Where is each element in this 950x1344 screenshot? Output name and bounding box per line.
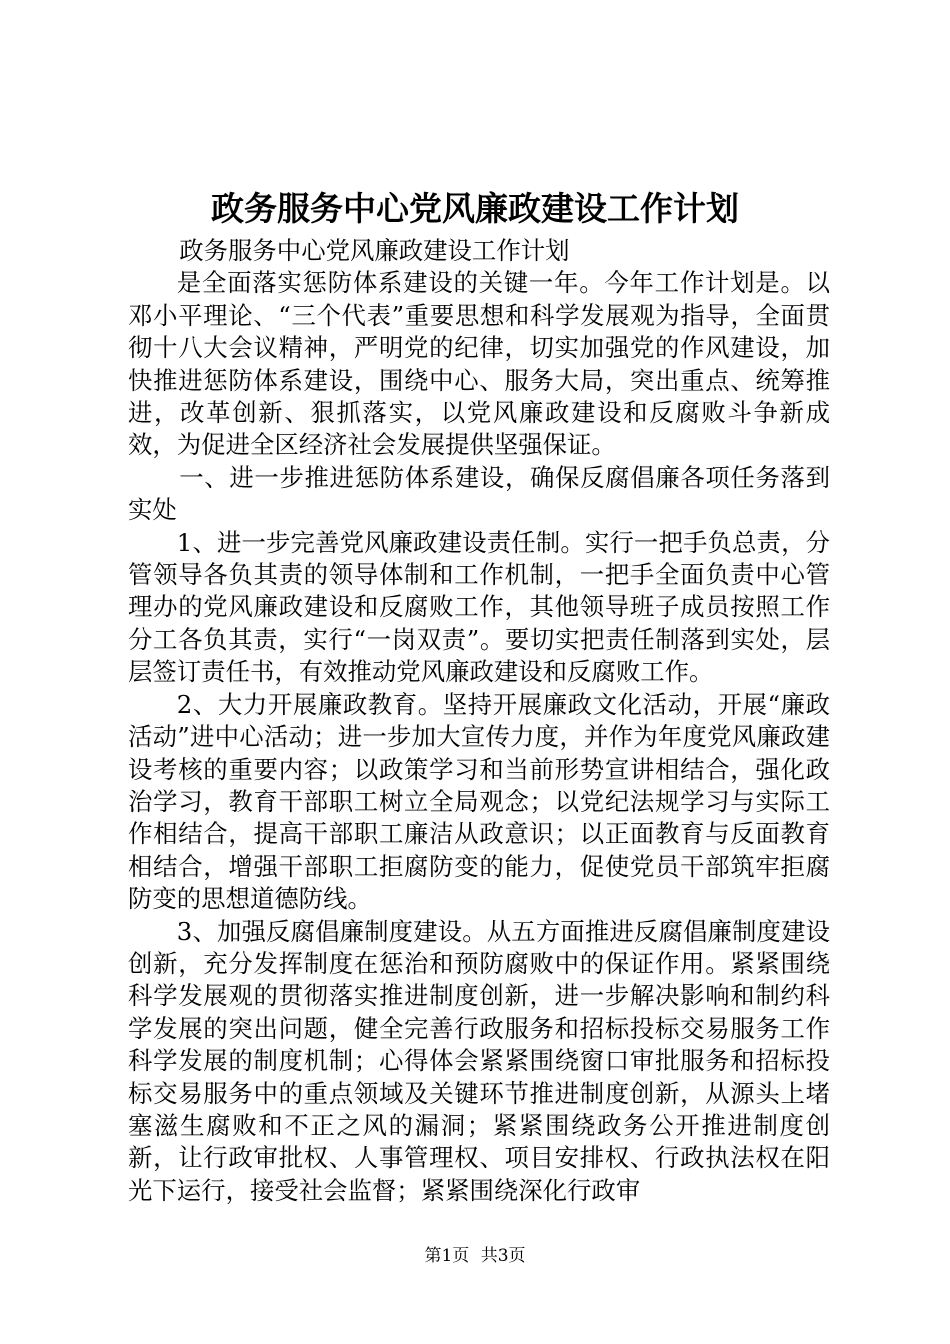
document-body bbox=[128, 235, 830, 1207]
paragraph-item-1: 1、进一步完善党风廉政建设责任制。实行一把手负总责，分管领导各负其责的领导体制和工作机制，一把手全面负责中心管理办的党风廉政建设和反腐败工作，其他领导班子成员按照工作分工各负其责，实行“一岗双责”。要切实把责任制落到实处，层层签订责任书，有效推动党风廉政建设和反腐败工作。 bbox=[128, 527, 830, 687]
document-subtitle: 政务服务中心党风廉政建设工作计划 bbox=[179, 236, 570, 265]
paragraph-intro: 是全面落实惩防体系建设的关键一年。今年工作计划是。以邓小平理论、“三个代表”重要思想和科学发展观为指导，全面贯彻十八大会议精神，严明党的纪律，切实加强党的作风建设，加快推进惩防体系建设，围绕中心、服务大局，突出重点、统筹推进，改革创新、狠抓落实，以党风廉政建设和反腐败斗争新成效，为促进全区经济社会发展提供坚强保证。 bbox=[128, 268, 830, 460]
section-heading-1: 一、进一步推进惩防体系建设，确保反腐倡廉各项任务落到实处 bbox=[128, 462, 830, 525]
document-title: 政务服务中心党风廉政建设工作计划 bbox=[211, 189, 739, 228]
page-total: 共3页 bbox=[480, 1246, 526, 1266]
paragraph-item-3: 3、加强反腐倡廉制度建设。从五方面推进反腐倡廉制度建设创新，充分发挥制度在惩治和预防腐败中的保证作用。紧紧围绕科学发展观的贯彻落实推进制度创新，进一步解决影响和制约科学发展的突出问题，健全完善行政服务和招标投标交易服务工作科学发展的制度机制；心得体会紧紧围绕窗口审批服务和招标投标交易服务中的重点领域及关键环节推进制度创新，从源头上堵塞滋生腐败和不正之风的漏洞；紧紧围绕政务公开推进制度创新，让行政审批权、人事管理权、项目安排权、行政执法权在阳光下运行，接受社会监督；紧紧围绕深化行政审 bbox=[128, 916, 830, 1205]
paragraph-item-2: 2、大力开展廉政教育。坚持开展廉政文化活动，开展“廉政活动”进中心活动；进一步加大宣传力度，并作为年度党风廉政建设考核的重要内容；以政策学习和当前形势宣讲相结合，强化政治学习，教育干部职工树立全局观念；以党纪法规学习与实际工作相结合，提高干部职工廉洁从政意识；以正面教育与反面教育相结合，增强干部职工拒腐防变的能力，促使党员干部筑牢拒腐防变的思想道德防线。 bbox=[128, 689, 830, 914]
page-footer bbox=[0, 1244, 950, 1268]
page-number: 第1页 bbox=[424, 1246, 470, 1266]
